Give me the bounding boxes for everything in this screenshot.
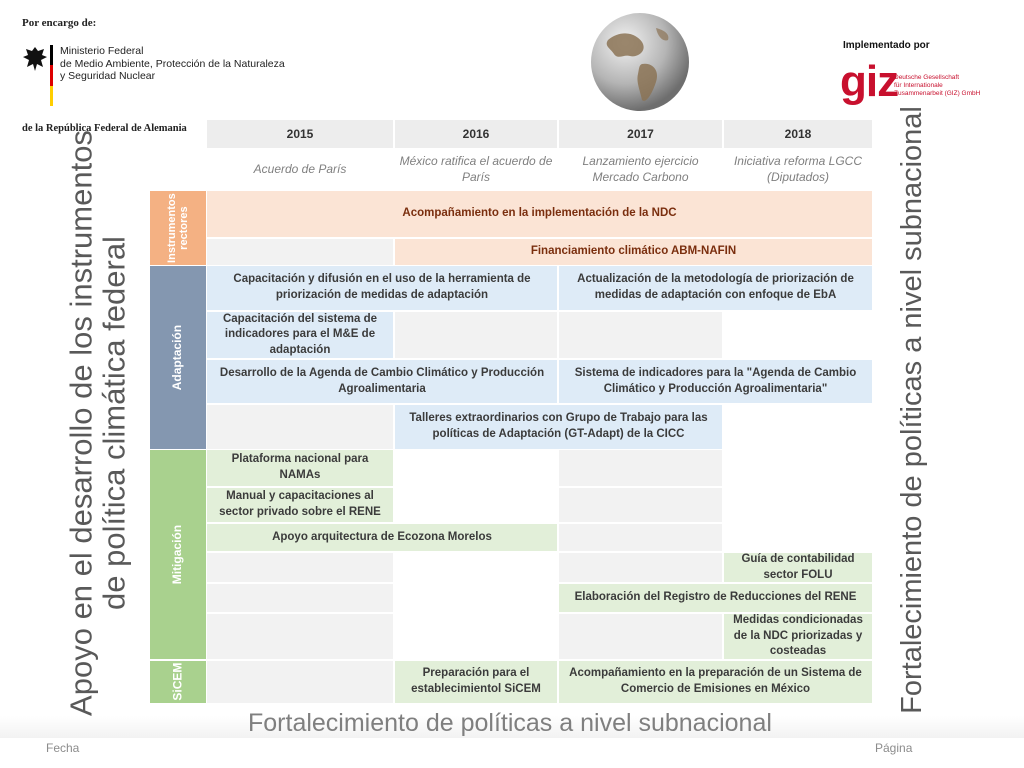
cell-medidas: Medidas condicionadas de la NDC priorizadas y costeadas: [724, 614, 872, 659]
cell-folu: Guía de contabilidad sector FOLU: [724, 553, 872, 582]
section-adaptacion-label: Adaptación: [170, 324, 185, 391]
federal-eagle-icon: [22, 45, 48, 107]
cell-empty: [559, 312, 722, 358]
cell-empty: [559, 553, 722, 582]
cell-empty: [207, 614, 393, 659]
cell-acompanamiento-sicem: Acompañamiento en la preparación de un Sistema de Comercio de Emisiones en México: [559, 661, 872, 703]
cell-empty: [559, 614, 722, 659]
ministry-line-3: y Seguridad Nuclear: [60, 70, 156, 82]
side-title-left: [65, 130, 130, 716]
giz-subtext-line-1: Deutsche Gesellschaft: [894, 74, 960, 81]
footer-pagina: Página: [875, 741, 913, 755]
section-mitigacion: [150, 450, 206, 659]
cell-registro: Elaboración del Registro de Reducciones del RENE: [559, 584, 872, 612]
year-2015: 2015: [207, 120, 393, 148]
section-sicem: [150, 661, 206, 703]
cell-empty: [559, 488, 722, 522]
cell-empty: [207, 584, 393, 612]
cell-ndc: Acompañamiento en la implementación de la NDC: [207, 191, 872, 237]
cell-talleres: Talleres extraordinarios con Grupo de Trabajo para las políticas de Adaptación (GT-Adapt) de la CICC: [395, 405, 722, 449]
bottom-title: Fortalecimiento de políticas a nivel subnacional: [248, 709, 772, 737]
event-2015: Acuerdo de París: [253, 162, 347, 177]
year-2016: 2016: [395, 120, 557, 148]
cell-empty: [559, 524, 722, 551]
side-title-left-line-2: de política climática federal: [96, 236, 131, 610]
cell-namas: Plataforma nacional para NAMAs: [207, 450, 393, 486]
cell-actualizacion: Actualización de la metodología de priorización de medidas de adaptación con enfoque de EbA: [559, 266, 872, 310]
cell-empty: [207, 239, 393, 265]
cell-preparacion-sicem: Preparación para el establecimientol SiCEM: [395, 661, 557, 703]
por-encargo-label: Por encargo de:: [22, 17, 97, 29]
ministry-line-1: Ministerio Federal: [60, 45, 144, 57]
flag-stripe-gold: [50, 86, 53, 106]
giz-subtext-line-2: für Internationale: [894, 82, 943, 89]
footer-fecha: Fecha: [46, 741, 80, 755]
section-instrumentos-label: Instrumentos rectores: [165, 193, 190, 263]
cell-empty: [207, 405, 393, 449]
cell-manual: Manual y capacitaciones al sector privado sobre el RENE: [207, 488, 393, 522]
flag-stripe-red: [50, 65, 53, 86]
year-2018: 2018: [724, 120, 872, 148]
cell-empty: [207, 553, 393, 582]
event-2016: México ratifica el acuerdo de París: [399, 154, 553, 184]
republica-label: de la República Federal de Alemania: [22, 123, 187, 134]
cell-financiamiento: Financiamiento climático ABM-NAFIN: [395, 239, 872, 265]
cell-sistema-agenda: Sistema de indicadores para la "Agenda de Cambio Climático y Producción Agroalimentaria": [559, 360, 872, 403]
ministry-line-2: de Medio Ambiente, Protección de la Naturaleza: [60, 57, 285, 70]
cell-empty: [559, 450, 722, 486]
implementado-por-label: Implementado por: [843, 40, 930, 51]
flag-stripe-black: [50, 45, 53, 65]
side-title-right: Fortalecimiento de políticas a nivel subnacional: [895, 106, 928, 714]
event-2018: Iniciativa reforma LGCC (Diputados): [733, 154, 863, 184]
section-mitigacion-label: Mitigación: [170, 524, 185, 585]
ministry-name: [60, 45, 285, 83]
cell-capacitacion: Capacitación y difusión en el uso de la herramienta de priorización de medidas de adaptación: [207, 266, 557, 310]
section-instrumentos-rectores: [150, 191, 206, 265]
cell-ecozona: Apoyo arquitectura de Ecozona Morelos: [207, 524, 557, 551]
cell-empty: [395, 312, 557, 358]
year-2017: 2017: [559, 120, 722, 148]
cell-empty: [207, 661, 393, 703]
giz-subtext-line-3: Zusammenarbeit (GIZ) GmbH: [894, 90, 981, 97]
giz-logo: giz: [840, 57, 899, 106]
giz-subtext: [894, 74, 980, 98]
section-adaptacion: [150, 266, 206, 449]
event-2017: Lanzamiento ejercicio Mercado Carbono: [582, 154, 699, 184]
section-sicem-label: SiCEM: [170, 662, 185, 702]
globe-icon: [590, 12, 690, 112]
cell-agenda: Desarrollo de la Agenda de Cambio Climático y Producción Agroalimentaria: [207, 360, 557, 403]
cell-capacitacion-sistema: Capacitación del sistema de indicadores para el M&E de adaptación: [207, 312, 393, 358]
side-title-left-line-1: Apoyo en el desarrollo de los instrumentos: [63, 130, 99, 716]
